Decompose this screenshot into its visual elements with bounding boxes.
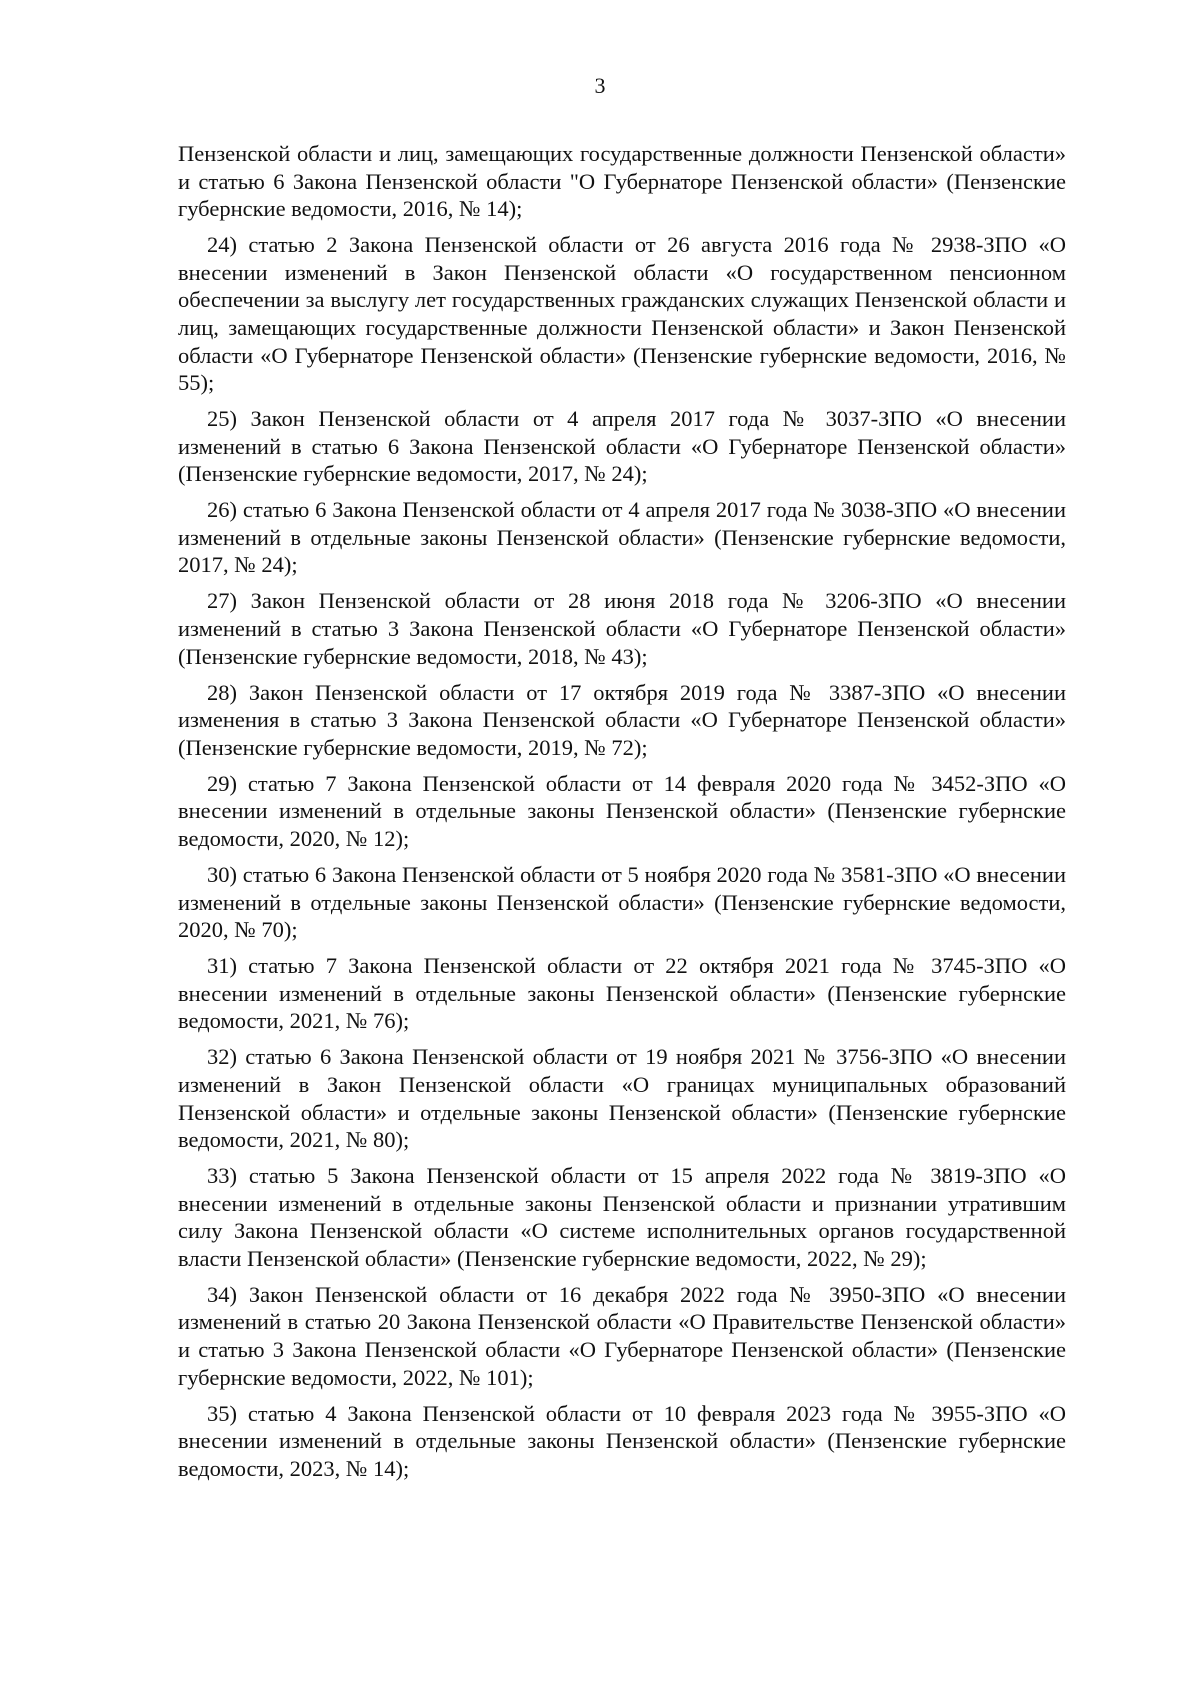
paragraph-continuation: Пензенской области и лиц, замещающих государственные должности Пензенской области» и статью 6 Закона Пензенской области "О Губернаторе Пензенской области» (Пензенские губернские ведомости, 2016, № 14); (178, 141, 1066, 222)
list-item-28: 28) Закон Пензенской области от 17 октября 2019 года № 3387-ЗПО «О внесении изменения в статью 3 Закона Пензенской области «О Губернаторе Пензенской области» (Пензенские губернские ведомости, 2019, № 72); (178, 679, 1066, 760)
page-number: 3 (594, 73, 606, 98)
list-item-34: 34) Закон Пензенской области от 16 декабря 2022 года № 3950-ЗПО «О внесении изменений в статью 20 Закона Пензенской области «О Правительстве Пензенской области» и статью 3 Закона Пензенской области «О Губернаторе Пензенской области» (Пензенские губернские ведомости, 2022, № 101); (178, 1281, 1066, 1390)
list-item-31: 31) статью 7 Закона Пензенской области от 22 октября 2021 года № 3745-ЗПО «О внесении изменений в отдельные законы Пензенской области» (Пензенские губернские ведомости, 2021, № 76); (178, 953, 1066, 1034)
list-item-30: 30) статью 6 Закона Пензенской области от 5 ноября 2020 года № 3581-ЗПО «О внесении изменений в отдельные законы Пензенской области» (Пензенские губернские ведомости, 2020, № 70); (178, 861, 1066, 943)
list-item-32: 32) статью 6 Закона Пензенской области от 19 ноября 2021 № 3756-ЗПО «О внесении изменений в Закон Пензенской области «О границах муниципальных образований Пензенской области» и отдельные законы Пензенской области» (Пензенские губернские ведомости, 2021, № 80); (178, 1044, 1066, 1153)
list-item-33: 33) статью 5 Закона Пензенской области от 15 апреля 2022 года № 3819-ЗПО «О внесении изменений в отдельные законы Пензенской области и признании утратившим силу Закона Пензенской области «О системе исполнительных органов государственной власти Пензенской области» (Пензенские губернские ведомости, 2022, № 29); (178, 1163, 1066, 1271)
list-item-24: 24) статью 2 Закона Пензенской области от 26 августа 2016 года № 2938-ЗПО «О внесении изменений в Закон Пензенской области «О государственном пенсионном обеспечении за выслугу лет государственных гражданских служащих Пензенской области и лиц, замещающих государственные должности Пензенской области» и Закон Пензенской области «О Губернаторе Пензенской области» (Пензенские губернские ведомости, 2016, № 55); (178, 232, 1066, 396)
list-item-35: 35) статью 4 Закона Пензенской области от 10 февраля 2023 года № 3955-ЗПО «О внесении изменений в отдельные законы Пензенской области» (Пензенские губернские ведомости, 2023, № 14); (178, 1400, 1066, 1481)
list-item-25: 25) Закон Пензенской области от 4 апреля 2017 года № 3037-ЗПО «О внесении изменений в статью 6 Закона Пензенской области «О Губернаторе Пензенской области» (Пензенские губернские ведомости, 2017, № 24); (178, 406, 1066, 487)
list-item-26: 26) статью 6 Закона Пензенской области от 4 апреля 2017 года № 3038-ЗПО «О внесении изменений в отдельные законы Пензенской области» (Пензенские губернские ведомости, 2017, № 24); (178, 497, 1066, 578)
list-item-29: 29) статью 7 Закона Пензенской области от 14 февраля 2020 года № 3452-ЗПО «О внесении изменений в отдельные законы Пензенской области» (Пензенские губернские ведомости, 2020, № 12); (178, 770, 1066, 851)
document-body (178, 140, 1066, 1491)
list-item-27: 27) Закон Пензенской области от 28 июня 2018 года № 3206-ЗПО «О внесении изменений в статью 3 Закона Пензенской области «О Губернаторе Пензенской области» (Пензенские губернские ведомости, 2018, № 43); (178, 588, 1066, 669)
